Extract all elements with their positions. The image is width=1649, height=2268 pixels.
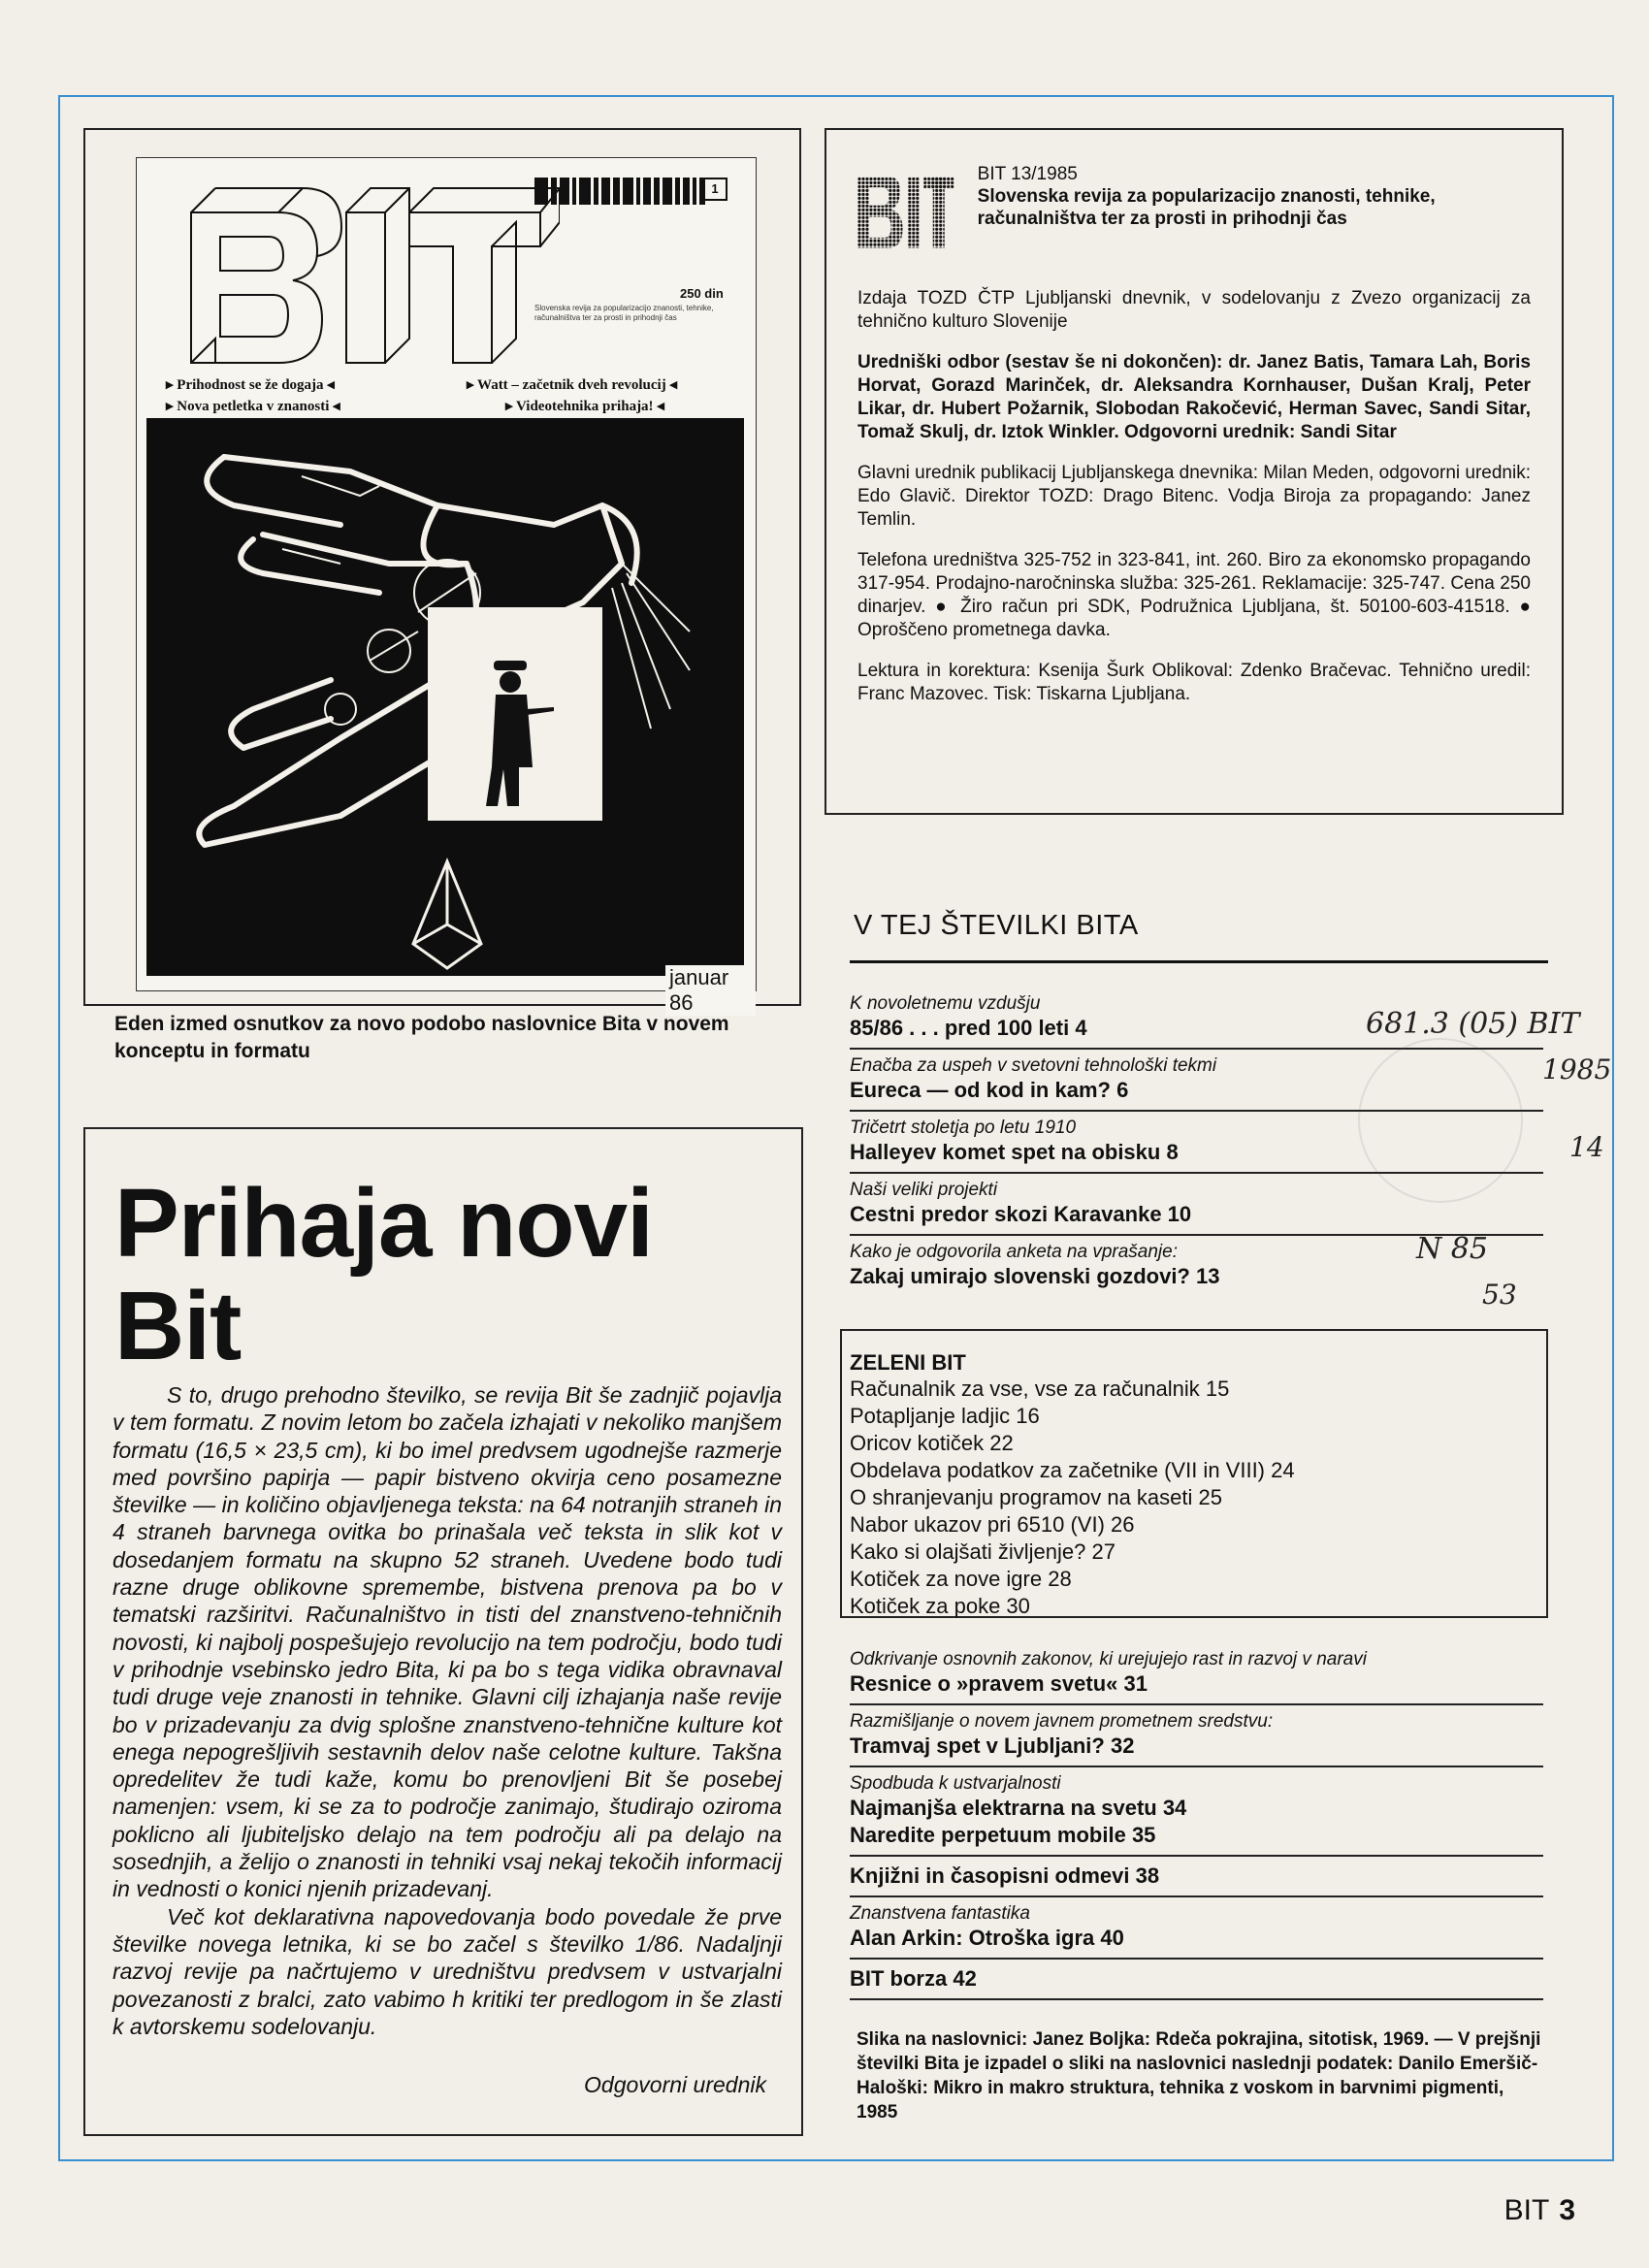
cover-headline-4: ▸ Videotehnika prihaja! ◂	[505, 399, 664, 414]
cover-barcode	[534, 178, 728, 205]
toc-title: Eureca — od kod in kam? 6	[850, 1078, 1129, 1102]
faded-stamp	[1358, 1038, 1523, 1203]
article-signature: Odgovorni urednik	[584, 2072, 766, 2097]
cover-image-credit: Slika na naslovnici: Janez Boljka: Rdeča pokrajina, sitotisk, 1969. — V prejšnji številki Bita je izpadel o sliki na naslovnici naslednji podatek: Danilo Emeršič-Haloški: Mikro in makro struktura, tehnika z voskom in barvnimi pigmenti, 1985	[857, 2029, 1541, 2122]
cover-date: januar 86	[665, 965, 756, 1016]
toc-entry	[850, 1767, 1543, 1857]
editorial-article	[83, 1127, 803, 2136]
toc-kicker: Enačba za uspeh v svetovni tehnološki tekmi	[850, 1055, 1217, 1076]
imprint-box	[824, 128, 1564, 815]
zeleni-item: Nabor ukazov pri 6510 (VI) 26	[850, 1512, 1135, 1537]
zeleni-bit-box	[840, 1329, 1548, 1618]
bit-dot-matrix-logo	[857, 159, 954, 266]
zeleni-item: Kotiček za nove igre 28	[850, 1567, 1072, 1591]
toc-title: Knjižni in časopisni odmevi 38	[850, 1863, 1160, 1888]
handwritten-inventory: N 85	[1416, 1232, 1488, 1266]
page-number: 3	[1559, 2194, 1575, 2226]
bit-3d-logo	[172, 174, 560, 392]
toc-title: Tramvaj spet v Ljubljani? 32	[850, 1733, 1135, 1758]
cover-draft-box	[83, 128, 801, 1015]
toc-title: Resnice o »pravem svetu« 31	[850, 1671, 1148, 1696]
zeleni-item: Potapljanje ladjic 16	[850, 1404, 1040, 1428]
toc-rule	[850, 960, 1548, 963]
article-paragraph: S to, drugo prehodno številko, se revija Bit še zadnjič pojavlja v tem formatu. Z novim letom bo začela izhajati v nekoliko manjšem formatu (16,5 × 23,5 cm), ki bo imel predvsem ugodnejše razmerje med površino papirja — papir bistveno okvirja ceno posamezne številke — in količino objavljenega teksta: na 64 notranjih straneh in 4 straneh barvnega ovitka bo prinašala več teksta in slik kot v dosedanjem formatu na skupno 52 straneh. Uvedene bodo tudi razne druge oblikovne spremembe, bistvena prenova pa bo v tematski razširitvi. Računalništvo in tisti del znanstveno-tehničnih novosti, ki najbolj pospešujejo revolucijo na tem področju, bodo tudi v prihodnje vsebinsko jedro Bita, ki pa bo s tega vidika obravnaval tudi druge veje znanosti in tehnike. Glavni cilj izhajanja naše revije bo v prizadevanju za dvig splošne znanstveno-tehnične kulture kot enega nepogrešljivih sestavnih delov naše celotne kulture. Takšna opredelitev že tudi kaže, komu bo prenovljeni Bit še posebej namenjen: vsem, ki se za to področje zanimajo, študirajo oziroma poklicno ali ljubiteljsko delajo na tem področju ali pa delajo na sosednjih, a želijo o znanosti in tehniki vsaj nekaj tekočih informacij in vednosti o konici njenih prizadevanj.	[113, 1382, 782, 1902]
toc-title: Halleyev komet spet na obisku 8	[850, 1140, 1179, 1164]
toc-title: Naredite perpetuum mobile 35	[850, 1823, 1156, 1847]
cover-triangle-emblem	[408, 857, 486, 973]
toc-entry	[850, 1705, 1543, 1767]
cover-headline-1: ▸ Prihodnost se že dogaja ◂	[166, 377, 335, 393]
toc-title: 85/86 . . . pred 100 leti 4	[850, 1016, 1087, 1040]
handwritten-classification: 681.3 (05) BIT	[1366, 1007, 1580, 1041]
toc-kicker: Kako je odgovorila anketa na vprašanje:	[850, 1242, 1179, 1262]
handwritten-year: 1985	[1542, 1053, 1612, 1085]
imprint-editors: Glavni urednik publikacij Ljubljanskega dnevnika: Milan Meden, odgovorni urednik: Edo Glavič. Direktor TOZD: Drago Bitenc. Vodja Biroja za propagando: Janez Temlin.	[857, 463, 1531, 530]
handwritten-inventory-number: 53	[1482, 1279, 1517, 1311]
toc-kicker: K novoletnemu vzdušju	[850, 993, 1041, 1014]
toc-group-2	[850, 1643, 1543, 2000]
article-title-line-2: Bit	[114, 1272, 242, 1380]
imprint-publisher: Izdaja TOZD ČTP Ljubljanski dnevnik, v sodelovanju z Zvezo organizacij za tehnično kulturo Slovenije	[857, 288, 1531, 332]
cover-draft	[136, 157, 757, 1015]
toc-title: Alan Arkin: Otroška igra 40	[850, 1926, 1124, 1950]
toc-entry	[850, 1643, 1543, 1705]
article-body	[113, 1381, 782, 2040]
imprint-contacts: Telefona uredništva 325-752 in 323-841, int. 260. Biro za ekonomsko propagando 317-954. Prodajno-naročninska služba: 325-261. Reklamacije: 325-747. Cena 250 dinarjev. ● Žiro račun pri SDK, Podružnica Ljubljana, št. 50100-603-41518. ● Oproščeno prometnega davka.	[857, 550, 1531, 640]
toc-title: BIT borza 42	[850, 1966, 977, 1991]
cover-price: 250 din	[680, 286, 724, 301]
zeleni-item: Oricov kotiček 22	[850, 1431, 1014, 1455]
cover-caption: Eden izmed osnutkov za novo podobo naslovnice Bita v novem konceptu in formatu	[114, 1013, 729, 1062]
cover-headline-3: ▸ Nova petletka v znanosti ◂	[166, 399, 340, 414]
zeleni-item: O shranjevanju programov na kaseti 25	[850, 1485, 1222, 1509]
toc-title: Zakaj umirajo slovenski gozdovi? 13	[850, 1264, 1220, 1288]
toc-title: Najmanjša elektrarna na svetu 34	[850, 1796, 1187, 1820]
cover-headline-2: ▸ Watt – začetnik dveh revolucij ◂	[467, 377, 677, 393]
zeleni-item: Kako si olajšati življenje? 27	[850, 1539, 1116, 1564]
toc-entry	[850, 1960, 1543, 2000]
toc-kicker: Znanstvena fantastika	[850, 1903, 1030, 1924]
toc-entry	[850, 1857, 1543, 1897]
footer-magazine: BIT	[1504, 2194, 1550, 2226]
zeleni-item: Obdelava podatkov za začetnike (VII in VIII) 24	[850, 1458, 1295, 1482]
toc-kicker: Razmišljanje o novem javnem prometnem sredstvu:	[850, 1711, 1274, 1732]
cover-tagline: Slovenska revija za popularizacijo znanosti, tehnike, računalništva ter za prosti in prihodnji čas	[534, 304, 714, 322]
imprint-title	[978, 159, 1531, 230]
page-footer	[1504, 2194, 1575, 2227]
article-title	[114, 1169, 653, 1380]
article-paragraph: Več kot deklarativna napovedovanja bodo povedale že prve številke novega letnika, ki se bo začel s številko 1/86. Nadaljnji razvoj revije pa načrtujemo v uredništvu predvsem v ustvarjalni povezanosti z bralci, zato vabimo h kritiki ter predlogom in še zlasti k avtorskemu sodelovanju.	[113, 1903, 782, 2039]
zeleni-bit-title: ZELENI BIT	[850, 1350, 966, 1375]
toc-entry	[850, 1897, 1543, 1960]
cover-issue-number: 1	[702, 178, 728, 201]
toc-heading: V TEJ ŠTEVILKI BITA	[854, 910, 1139, 941]
zeleni-item: Kotiček za poke 30	[850, 1594, 1030, 1618]
imprint-subtitle: Slovenska revija za popularizacijo znanosti, tehnike, računalništva ter za prosti in prihodnji čas	[977, 186, 1436, 229]
zeleni-item: Računalnik za vse, vse za računalnik 15	[850, 1377, 1230, 1401]
toc-kicker: Spodbuda k ustvarjalnosti	[850, 1773, 1061, 1794]
imprint-credits: Lektura in korektura: Ksenija Šurk Oblikoval: Zdenko Bračevac. Tehnično uredil: Franc Mazovec. Tisk: Tiskarna Ljubljana.	[857, 661, 1531, 704]
handwritten-volume: 14	[1569, 1131, 1604, 1163]
toc-kicker: Tričetrt stoletja po letu 1910	[850, 1118, 1077, 1138]
article-title-line-1: Prihaja novi	[114, 1169, 653, 1278]
toc-title: Cestni predor skozi Karavanke 10	[850, 1202, 1192, 1226]
toc-kicker: Odkrivanje osnovnih zakonov, ki urejujejo rast in razvoj v naravi	[850, 1649, 1367, 1669]
imprint-editorial-board: Uredniški odbor (sestav še ni dokončen): dr. Janez Batis, Tamara Lah, Boris Horvat, Gorazd Marinček, dr. Aleksandra Kornhauser, Dušan Kralj, Peter Likar, dr. Hubert Požarnik, Slobodan Rakočević, Herman Savec, Sandi Sitar, Tomaž Skulj, dr. Iztok Winkler. Odgovorni urednik: Sandi Sitar	[857, 352, 1531, 442]
toc-kicker: Naši veliki projekti	[850, 1180, 998, 1200]
imprint-issue: BIT 13/1985	[977, 164, 1078, 184]
imprint-header	[857, 159, 1531, 266]
cover-illustration	[146, 418, 744, 976]
